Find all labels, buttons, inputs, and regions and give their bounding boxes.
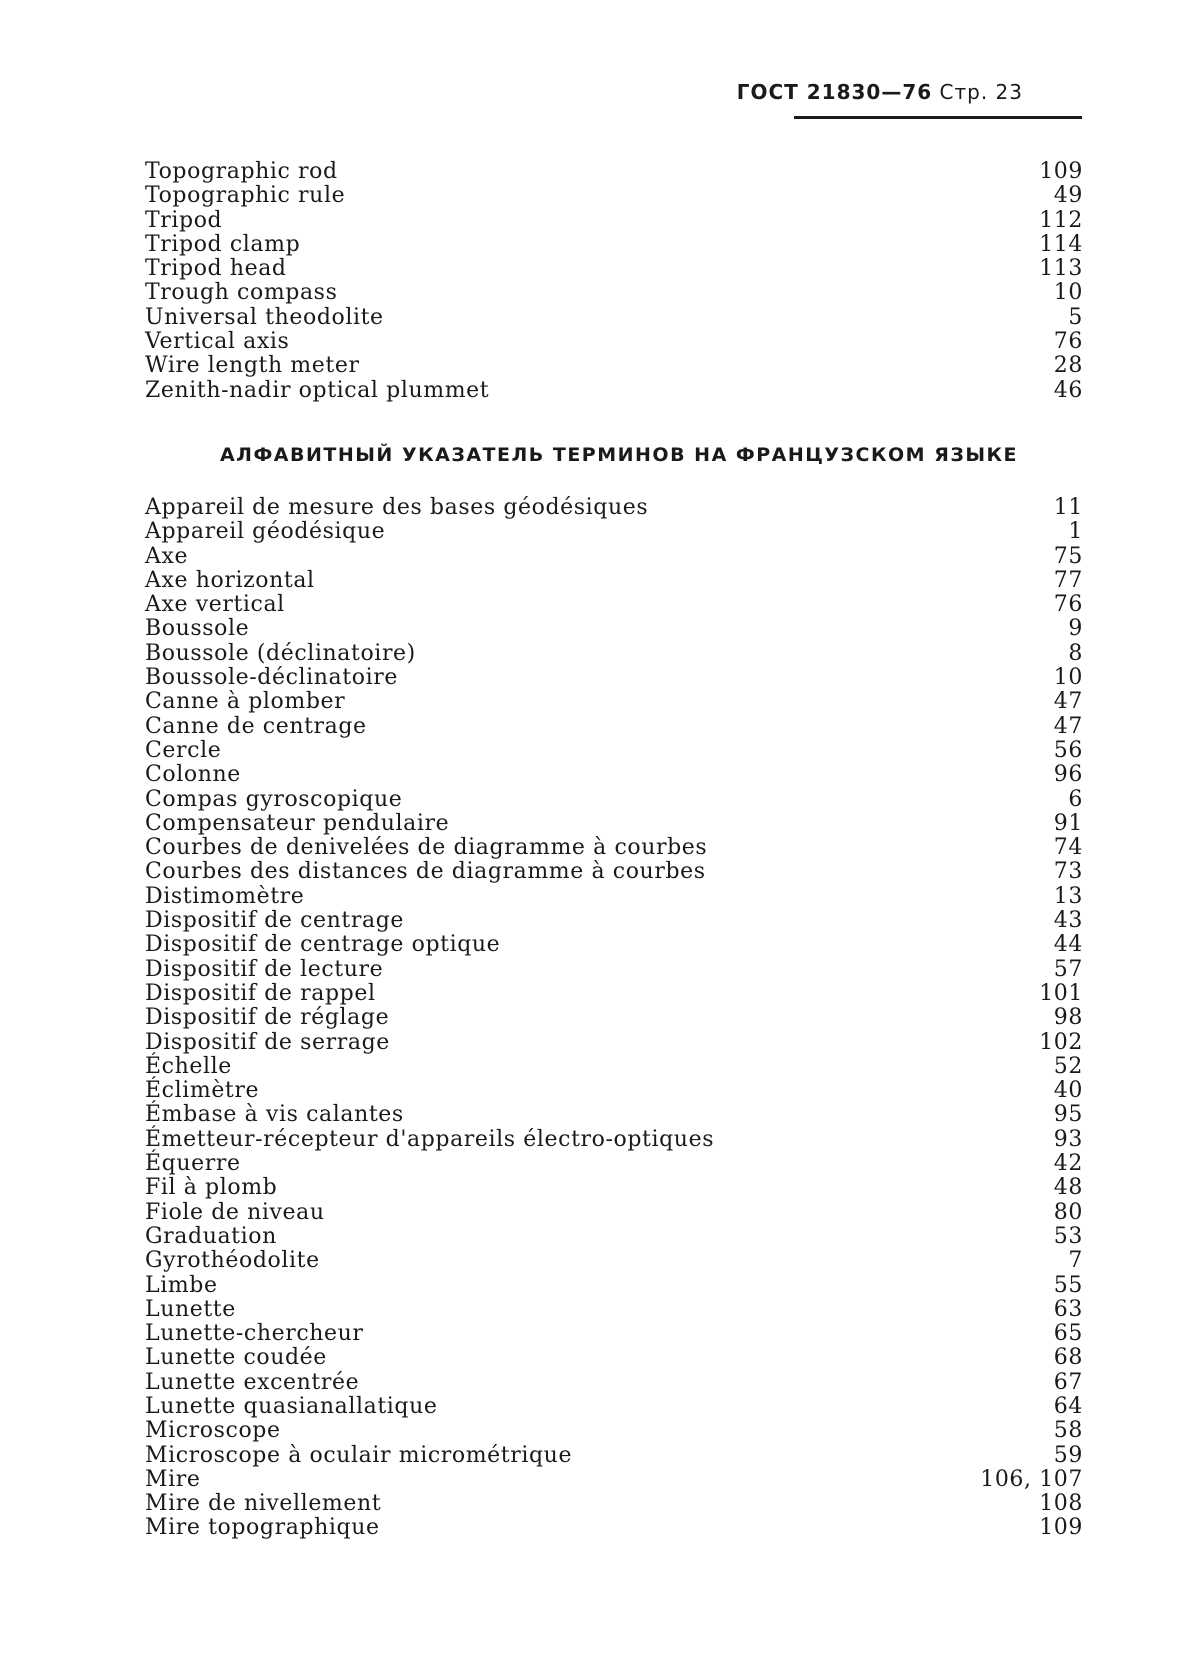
index-term-number: 42 xyxy=(1053,1151,1083,1177)
index-entry xyxy=(145,1152,1083,1176)
index-term-number: 75 xyxy=(1053,543,1083,569)
index-term: Lunette xyxy=(145,1296,236,1322)
index-term-number: 113 xyxy=(1039,256,1083,282)
index-entry xyxy=(145,788,1083,812)
index-term-number: 10 xyxy=(1053,665,1083,691)
index-entry xyxy=(145,209,1083,233)
index-entry xyxy=(145,982,1083,1006)
index-term-number: 76 xyxy=(1053,592,1083,618)
index-term: Universal theodolite xyxy=(145,304,384,330)
index-term-number: 52 xyxy=(1053,1053,1083,1079)
index-term: Cercle xyxy=(145,737,222,763)
index-entry xyxy=(145,1176,1083,1200)
index-term-number: 13 xyxy=(1053,883,1083,909)
index-term-number: 74 xyxy=(1053,835,1083,861)
index-term-number: 40 xyxy=(1053,1078,1083,1104)
index-term-number: 47 xyxy=(1053,689,1083,715)
index-term: Compas gyroscopique xyxy=(145,786,403,812)
index-term-number: 77 xyxy=(1053,567,1083,593)
index-term: Tripod xyxy=(145,207,223,233)
index-term: Lunette quasianallatique xyxy=(145,1393,438,1419)
index-term-number: 95 xyxy=(1053,1102,1083,1128)
index-term-number: 7 xyxy=(1068,1248,1083,1274)
index-term-number: 9 xyxy=(1068,616,1083,642)
index-term: Lunette excentrée xyxy=(145,1369,360,1395)
index-entry xyxy=(145,1419,1083,1443)
index-term: Appareil de mesure des bases géodésiques xyxy=(145,495,649,520)
page-number: Стр. 23 xyxy=(939,80,1023,104)
index-term: Trough compass xyxy=(145,280,338,306)
index-entry xyxy=(145,1274,1083,1298)
index-entry xyxy=(145,812,1083,836)
index-term-number: 109 xyxy=(1039,1515,1083,1541)
index-term: Dispositif de centrage optique xyxy=(145,932,501,958)
index-entry xyxy=(145,379,1083,403)
index-term: Graduation xyxy=(145,1223,277,1249)
index-term-number: 53 xyxy=(1053,1223,1083,1249)
index-term-number: 46 xyxy=(1053,377,1083,403)
index-entry xyxy=(145,1225,1083,1249)
header-rule xyxy=(794,116,1082,119)
index-entry xyxy=(145,885,1083,909)
index-entry xyxy=(145,281,1083,305)
index-term: Tripod clamp xyxy=(145,231,301,257)
index-term: Mire xyxy=(145,1466,201,1492)
index-entry xyxy=(145,1006,1083,1030)
index-term: Axe vertical xyxy=(145,592,285,618)
index-entry xyxy=(145,569,1083,593)
index-term: Dispositif de rappel xyxy=(145,980,376,1006)
index-entry xyxy=(145,545,1083,569)
index-entry xyxy=(145,763,1083,787)
index-term-number: 73 xyxy=(1053,859,1083,885)
index-term: Gyrothéodolite xyxy=(145,1248,320,1274)
index-term-number: 44 xyxy=(1053,932,1083,958)
index-entry xyxy=(145,1079,1083,1103)
index-entry xyxy=(145,1346,1083,1370)
index-entry xyxy=(145,909,1083,933)
index-term: Colonne xyxy=(145,762,241,788)
index-entry xyxy=(145,306,1083,330)
index-entry xyxy=(145,958,1083,982)
index-term-number: 1 xyxy=(1068,519,1083,545)
index-term-number: 5 xyxy=(1068,304,1083,330)
index-term-number: 93 xyxy=(1053,1126,1083,1152)
index-term: Limbe xyxy=(145,1272,218,1298)
index-term: Dispositif de centrage xyxy=(145,908,405,934)
index-term-number: 48 xyxy=(1053,1175,1083,1201)
index-entry xyxy=(145,184,1083,208)
index-term: Topographic rod xyxy=(145,159,338,184)
index-term-number: 98 xyxy=(1053,1005,1083,1031)
index-entry xyxy=(145,1128,1083,1152)
index-entry xyxy=(145,666,1083,690)
index-term: Boussole-déclinatoire xyxy=(145,665,398,691)
index-term-number: 96 xyxy=(1053,762,1083,788)
index-term: Distimomètre xyxy=(145,883,305,909)
index-term: Équerre xyxy=(145,1151,241,1177)
index-entry xyxy=(145,617,1083,641)
index-term-number: 56 xyxy=(1053,737,1083,763)
english-term-index xyxy=(145,160,1083,403)
index-term-number: 91 xyxy=(1053,810,1083,836)
index-term: Lunette coudée xyxy=(145,1345,327,1371)
index-term: Émbase à vis calantes xyxy=(145,1102,404,1128)
index-term-number: 101 xyxy=(1039,980,1083,1006)
index-term: Axe horizontal xyxy=(145,567,315,593)
index-term-number: 58 xyxy=(1053,1418,1083,1444)
index-entry xyxy=(145,257,1083,281)
index-entry xyxy=(145,520,1083,544)
index-term-number: 59 xyxy=(1053,1442,1083,1468)
index-term: Compensateur pendulaire xyxy=(145,810,450,836)
index-entry xyxy=(145,860,1083,884)
index-term-number: 63 xyxy=(1053,1296,1083,1322)
index-term-number: 64 xyxy=(1053,1393,1083,1419)
index-term-number: 114 xyxy=(1039,231,1083,257)
index-entry xyxy=(145,1516,1083,1540)
index-term: Fil à plomb xyxy=(145,1175,278,1201)
index-entry xyxy=(145,1103,1083,1127)
index-term-number: 80 xyxy=(1053,1199,1083,1225)
index-entry xyxy=(145,1371,1083,1395)
french-section-title: АЛФАВИТНЫЙ УКАЗАТЕЛЬ ТЕРМИНОВ НА ФРАНЦУЗСКОМ ЯЗЫКЕ xyxy=(219,444,1019,466)
index-term-number: 109 xyxy=(1039,159,1083,184)
index-term-number: 8 xyxy=(1068,640,1083,666)
index-entry xyxy=(145,1031,1083,1055)
index-entry xyxy=(145,933,1083,957)
index-entry xyxy=(145,1055,1083,1079)
index-term: Courbes des distances de diagramme à courbes xyxy=(145,859,706,885)
index-entry xyxy=(145,354,1083,378)
index-term-number: 57 xyxy=(1053,956,1083,982)
index-term: Boussole xyxy=(145,616,250,642)
index-entry xyxy=(145,690,1083,714)
index-term: Canne de centrage xyxy=(145,713,367,739)
index-entry xyxy=(145,715,1083,739)
index-term-number: 43 xyxy=(1053,908,1083,934)
index-entry xyxy=(145,642,1083,666)
index-term-number: 28 xyxy=(1053,353,1083,379)
index-term: Dispositif de réglage xyxy=(145,1005,390,1031)
index-entry xyxy=(145,1395,1083,1419)
index-term: Mire de nivellement xyxy=(145,1491,382,1517)
index-entry xyxy=(145,330,1083,354)
index-term: Émetteur-récepteur d'appareils électro-optiques xyxy=(145,1126,715,1152)
index-term-number: 67 xyxy=(1053,1369,1083,1395)
index-entry xyxy=(145,233,1083,257)
index-term: Lunette-chercheur xyxy=(145,1321,364,1347)
index-term: Échelle xyxy=(145,1053,232,1079)
index-term: Tripod head xyxy=(145,256,287,282)
index-entry xyxy=(145,1492,1083,1516)
index-term-number: 11 xyxy=(1053,495,1083,520)
index-entry xyxy=(145,1322,1083,1346)
index-entry xyxy=(145,160,1083,184)
index-term: Vertical axis xyxy=(145,329,290,355)
index-term-number: 49 xyxy=(1053,183,1083,209)
index-term: Appareil géodésique xyxy=(145,519,386,545)
index-term-number: 112 xyxy=(1039,207,1083,233)
index-term: Zenith-nadir optical plummet xyxy=(145,377,490,403)
index-term: Mire topographique xyxy=(145,1515,380,1541)
index-term-number: 6 xyxy=(1068,786,1083,812)
index-term: Dispositif de serrage xyxy=(145,1029,390,1055)
document-number: ГОСТ 21830—76 xyxy=(736,80,933,104)
french-term-index xyxy=(145,496,1083,1541)
index-term: Wire length meter xyxy=(145,353,360,379)
index-term-number: 10 xyxy=(1053,280,1083,306)
index-entry xyxy=(145,1249,1083,1273)
index-term-number: 47 xyxy=(1053,713,1083,739)
index-term: Axe xyxy=(145,543,189,569)
index-entry xyxy=(145,739,1083,763)
index-term-number: 76 xyxy=(1053,329,1083,355)
index-term: Fiole de niveau xyxy=(145,1199,325,1225)
index-entry xyxy=(145,836,1083,860)
index-term: Topographic rule xyxy=(145,183,346,209)
index-term: Microscope à oculair micrométrique xyxy=(145,1442,573,1468)
index-term: Dispositif de lecture xyxy=(145,956,384,982)
index-term-number: 102 xyxy=(1039,1029,1083,1055)
index-term-number: 108 xyxy=(1039,1491,1083,1517)
index-term: Canne à plomber xyxy=(145,689,346,715)
index-term: Éclimètre xyxy=(145,1078,260,1104)
index-entry xyxy=(145,1298,1083,1322)
index-entry xyxy=(145,1201,1083,1225)
index-term-number: 65 xyxy=(1053,1321,1083,1347)
index-term: Courbes de denivelées de diagramme à courbes xyxy=(145,835,708,861)
page-header xyxy=(737,80,1023,104)
index-term-number: 106, 107 xyxy=(980,1466,1083,1492)
index-term: Boussole (déclinatoire) xyxy=(145,640,416,666)
index-entry xyxy=(145,1444,1083,1468)
index-entry xyxy=(145,496,1083,520)
index-term: Microscope xyxy=(145,1418,281,1444)
index-entry xyxy=(145,1468,1083,1492)
index-term-number: 55 xyxy=(1053,1272,1083,1298)
index-entry xyxy=(145,593,1083,617)
index-term-number: 68 xyxy=(1053,1345,1083,1371)
